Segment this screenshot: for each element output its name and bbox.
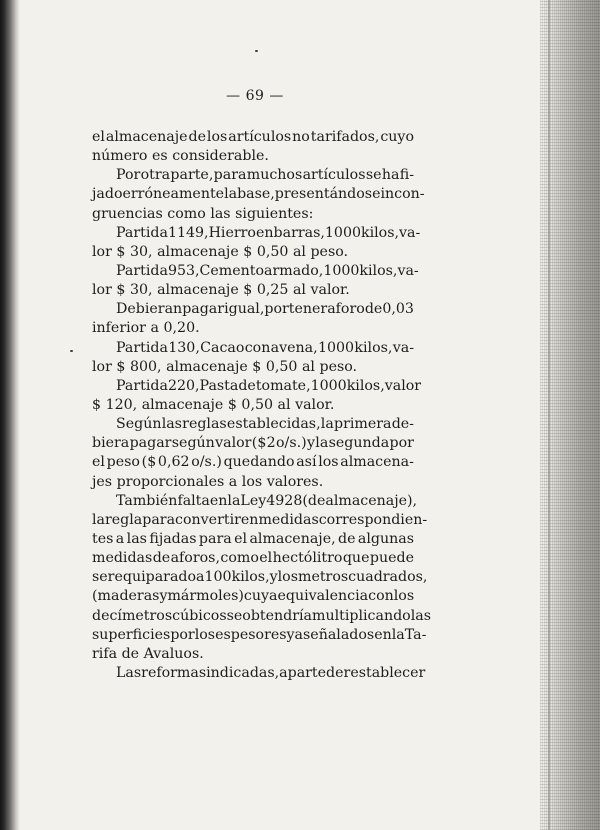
text-line xyxy=(92,166,414,185)
word: la xyxy=(224,186,238,203)
word: almacenaje xyxy=(141,396,224,413)
word: los xyxy=(393,588,415,605)
text-line xyxy=(92,434,414,453)
word: 30, xyxy=(129,243,153,260)
word: Por xyxy=(116,167,141,184)
word: kilos, xyxy=(361,224,400,241)
text-line xyxy=(92,587,414,606)
text-line xyxy=(92,147,414,166)
word: medidas xyxy=(92,550,153,567)
word: parte, xyxy=(170,167,214,184)
text-line xyxy=(92,473,414,492)
word: Según xyxy=(116,416,162,433)
word: valor xyxy=(215,435,252,452)
word: por xyxy=(389,435,414,452)
word: cuadrados, xyxy=(348,569,428,586)
word: o/s.) xyxy=(191,454,222,471)
word: almacenaje xyxy=(166,358,248,375)
word: cuyo xyxy=(380,129,414,145)
word: hectólitro xyxy=(272,550,343,567)
word: metros xyxy=(298,569,349,586)
text-line xyxy=(92,511,428,530)
word: los xyxy=(318,454,339,471)
text-line xyxy=(92,607,431,626)
word: biera xyxy=(92,435,130,452)
text-line xyxy=(92,300,414,319)
word: También xyxy=(116,492,178,509)
word: 100 xyxy=(204,569,232,586)
word: siguientes: xyxy=(235,205,314,222)
word: Partida xyxy=(116,262,168,279)
word: señalados xyxy=(303,626,375,643)
word: para xyxy=(213,167,247,184)
word: kilos, xyxy=(231,569,270,586)
word: de- xyxy=(391,416,414,433)
word: cúbicos xyxy=(172,607,227,624)
word: reglas xyxy=(182,416,227,433)
word: Partida xyxy=(116,339,168,356)
text-line xyxy=(92,243,414,262)
word: 0,25 xyxy=(256,282,289,299)
word: inferior xyxy=(92,320,146,337)
word: según xyxy=(171,435,215,452)
word: 0,20. xyxy=(163,320,200,337)
text-line xyxy=(92,224,421,243)
word: 800, xyxy=(129,358,162,375)
word: los xyxy=(277,569,298,586)
word: los xyxy=(206,129,228,145)
word: peso. xyxy=(310,243,349,260)
word: 1000 xyxy=(323,262,360,279)
word: de xyxy=(152,550,171,567)
word: la xyxy=(92,511,105,528)
word: 0,62 xyxy=(157,454,190,471)
word: valores. xyxy=(266,473,324,490)
word: kilos, xyxy=(359,262,398,279)
word: se xyxy=(365,167,382,184)
word: fijadas xyxy=(149,530,197,547)
word: valor xyxy=(384,377,422,394)
left-binding-shadow xyxy=(0,0,20,830)
word: $ xyxy=(243,282,253,299)
text-line xyxy=(92,281,414,300)
word: y xyxy=(159,588,168,605)
word: falta xyxy=(177,492,210,509)
word: y xyxy=(269,569,278,586)
word: 220, xyxy=(167,377,200,394)
word: 4928 xyxy=(266,492,303,509)
ink-speck xyxy=(255,50,258,52)
text-line xyxy=(92,396,414,415)
word: por xyxy=(264,301,289,318)
text-line xyxy=(92,358,414,377)
word: el xyxy=(259,550,273,567)
text-line xyxy=(92,664,426,683)
word: correspondien- xyxy=(318,511,428,528)
word: 1000 xyxy=(310,377,347,394)
word: tomate, xyxy=(255,377,311,394)
word: espesores xyxy=(215,626,287,643)
word: reformas xyxy=(141,664,207,681)
word: equivalencia xyxy=(277,588,369,605)
word: medidas xyxy=(258,511,319,528)
word: tener xyxy=(288,301,328,318)
word: 0,50 xyxy=(265,358,298,375)
word: las xyxy=(161,416,182,433)
word: Ta- xyxy=(404,626,427,643)
word: Avaluos. xyxy=(143,645,204,662)
word: Partida xyxy=(116,377,168,394)
word: al xyxy=(292,243,306,260)
word: aparte xyxy=(279,664,327,681)
word: $ xyxy=(116,243,126,260)
body-text xyxy=(92,128,431,683)
word: $ xyxy=(227,396,237,413)
word: 0,50 xyxy=(241,396,274,413)
word: fi- xyxy=(399,167,414,184)
text-line xyxy=(92,492,418,511)
word: obtendría xyxy=(242,607,313,624)
word: $ xyxy=(116,358,126,375)
word: para xyxy=(142,511,176,528)
word: algunas xyxy=(357,530,414,547)
word: la xyxy=(315,435,329,452)
word: en xyxy=(209,492,228,509)
word: en xyxy=(240,511,259,528)
word: el xyxy=(92,129,105,145)
word: va- xyxy=(399,224,421,241)
word: establecidas, xyxy=(226,416,321,433)
word: ($ xyxy=(141,454,157,471)
word: rifa xyxy=(92,645,118,662)
word: equiparado xyxy=(114,569,197,586)
word: a xyxy=(196,569,205,586)
word: kilos, xyxy=(346,377,385,394)
word: los xyxy=(194,626,216,643)
word: segunda xyxy=(328,435,390,452)
word: mármoles) xyxy=(167,588,244,605)
word: armado, xyxy=(264,262,324,279)
word: kilos, xyxy=(354,339,393,356)
word: aforos, xyxy=(170,550,220,567)
word: (maderas xyxy=(92,588,160,605)
word: presentándose xyxy=(274,186,381,203)
word: 953, xyxy=(167,262,200,279)
word: el xyxy=(234,530,248,547)
word: convertir xyxy=(175,511,241,528)
text-line xyxy=(92,568,428,587)
word: Hierro xyxy=(208,224,256,241)
word: con xyxy=(368,588,394,605)
word: restablecer xyxy=(343,664,426,681)
word: barras, xyxy=(273,224,325,241)
word: ya xyxy=(286,626,304,643)
word: considerable. xyxy=(172,148,269,165)
word: pagar xyxy=(182,301,225,318)
word: 120, xyxy=(105,396,138,413)
word: el xyxy=(92,454,105,471)
text-line xyxy=(92,626,427,645)
word: de xyxy=(121,645,140,662)
word: así xyxy=(296,454,317,471)
word: primera xyxy=(334,416,392,433)
word: a xyxy=(115,530,125,547)
word: $ xyxy=(252,358,262,375)
word: almacenaje xyxy=(157,243,239,260)
word: base, xyxy=(237,186,275,203)
word: almacenaje, xyxy=(249,530,336,547)
word: la xyxy=(391,626,405,643)
word: con xyxy=(244,339,271,356)
word: al xyxy=(301,358,315,375)
word: multiplicando xyxy=(312,607,411,624)
word: a xyxy=(150,320,159,337)
word: valor. xyxy=(295,396,335,413)
word: 130, xyxy=(168,339,200,356)
word: a xyxy=(228,473,238,490)
word: como xyxy=(167,205,206,222)
word: la xyxy=(320,416,334,433)
word: ($ xyxy=(251,435,267,452)
word: como xyxy=(220,550,259,567)
word: artículos xyxy=(228,129,292,145)
word: los xyxy=(241,473,263,490)
word: ser xyxy=(92,569,115,586)
word: superficies xyxy=(92,626,171,643)
word: proporcionales xyxy=(116,473,225,490)
word: de xyxy=(326,664,344,681)
word: lor xyxy=(92,243,112,260)
word: va- xyxy=(392,339,414,356)
word: quedando xyxy=(223,454,295,471)
word: en xyxy=(255,224,274,241)
text-line xyxy=(92,319,414,338)
word: tarifados, xyxy=(310,129,380,145)
word: peso xyxy=(106,454,140,471)
right-page-rule xyxy=(548,0,550,830)
word: 1149, xyxy=(167,224,209,241)
word: 1000 xyxy=(324,224,361,241)
word: 30, xyxy=(129,282,153,299)
word: la xyxy=(227,492,241,509)
word: al xyxy=(292,282,306,299)
word: almacenaje xyxy=(105,129,188,145)
word: ha xyxy=(381,167,400,184)
word: valor. xyxy=(310,282,350,299)
word: 0,03 xyxy=(382,301,414,318)
word: y xyxy=(306,435,315,452)
text-line xyxy=(92,415,414,434)
word: no xyxy=(292,129,310,145)
word: almacenaje), xyxy=(325,492,418,509)
text-line xyxy=(92,549,414,568)
word: 0,50 xyxy=(256,243,289,260)
word: indicadas, xyxy=(206,664,280,681)
text-line xyxy=(92,205,414,224)
word: por xyxy=(170,626,195,643)
page-number: — 69 — xyxy=(226,88,284,104)
word: $ xyxy=(92,396,102,413)
word: puede xyxy=(369,550,414,567)
word: artículos xyxy=(302,167,366,184)
word: Ley xyxy=(240,492,267,509)
word: jes xyxy=(92,473,113,490)
word: regla xyxy=(105,511,143,528)
word: incon- xyxy=(380,186,425,203)
text-line xyxy=(92,185,425,204)
word: Cacao xyxy=(200,339,245,356)
word: cuya xyxy=(243,588,278,605)
word: 1000 xyxy=(317,339,355,356)
word: almacena- xyxy=(340,454,414,471)
word: decímetros xyxy=(92,607,173,624)
word: tes xyxy=(92,530,114,547)
word: pagar xyxy=(129,435,172,452)
word: lor xyxy=(92,358,112,375)
text-line xyxy=(92,128,414,147)
word: para xyxy=(198,530,232,547)
word: de xyxy=(338,530,356,547)
word: o/s.) xyxy=(276,435,307,452)
word: las xyxy=(210,205,231,222)
word: $ xyxy=(116,282,126,299)
word: erróneamente xyxy=(122,186,225,203)
word: de xyxy=(364,301,383,318)
word: gruencias xyxy=(92,205,163,222)
word: número xyxy=(92,148,148,165)
word: las xyxy=(410,607,431,624)
text-line xyxy=(92,339,414,358)
word: Las xyxy=(116,664,142,681)
word: 2 xyxy=(266,435,276,452)
text-line xyxy=(92,530,414,549)
text-line xyxy=(92,262,419,281)
word: en xyxy=(374,626,392,643)
word: al xyxy=(277,396,291,413)
word: que xyxy=(342,550,370,567)
text-line xyxy=(92,377,422,396)
word: Pasta xyxy=(199,377,239,394)
word: aforo xyxy=(327,301,365,318)
word: de xyxy=(238,377,256,394)
ink-speck xyxy=(70,350,73,352)
word: otra xyxy=(140,167,171,184)
word: es xyxy=(151,148,168,165)
word: va- xyxy=(397,262,419,279)
word: Partida xyxy=(116,224,168,241)
word: avena, xyxy=(270,339,318,356)
word: $ xyxy=(243,243,253,260)
word: igual, xyxy=(224,301,265,318)
word: jado xyxy=(92,186,123,203)
word: de xyxy=(188,129,206,145)
word: Debieran xyxy=(116,301,183,318)
text-line xyxy=(92,453,414,472)
text-line xyxy=(92,645,414,664)
word: lor xyxy=(92,282,112,299)
word: peso. xyxy=(319,358,358,375)
word: (de xyxy=(302,492,326,509)
word: Cemento xyxy=(199,262,265,279)
word: se xyxy=(226,607,243,624)
word: almacenaje xyxy=(157,282,239,299)
word: muchos xyxy=(246,167,303,184)
word: las xyxy=(126,530,147,547)
